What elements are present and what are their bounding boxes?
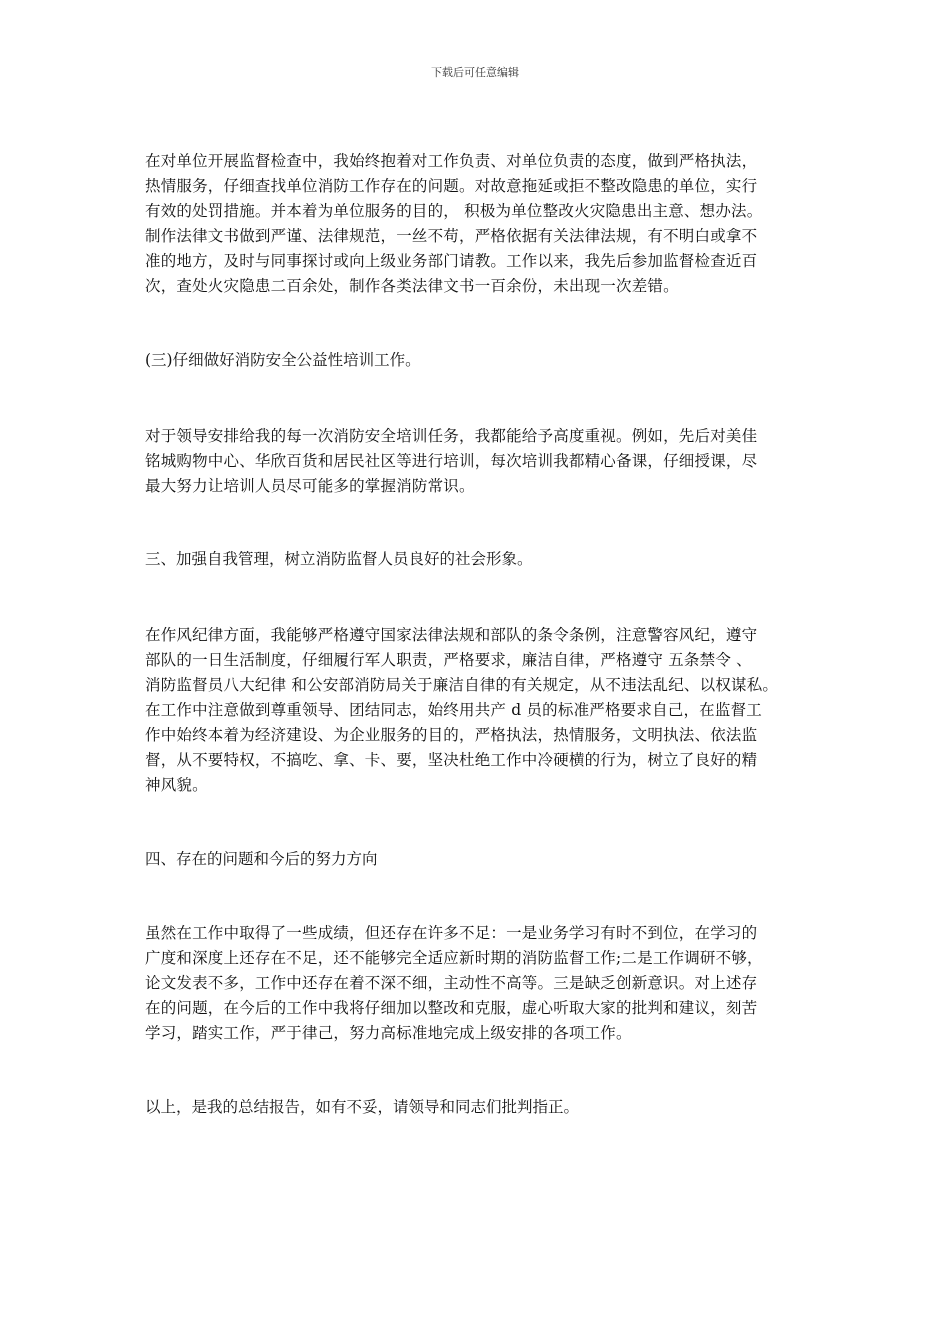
text-line: 在的问题，在今后的工作中我将仔细加以整改和克服，虚心听取大家的批判和建议，刻苦 <box>145 999 758 1017</box>
section-heading-self-management: 三、加强自我管理，树立消防监督人员良好的社会形象。 <box>145 550 533 568</box>
paragraph-training <box>145 424 757 499</box>
paragraph-problems <box>145 921 763 1046</box>
text-line: 对于领导安排给我的每一次消防安全培训任务，我都能给予高度重视。例如，先后对美佳 <box>145 427 758 445</box>
page-header: 下载后可任意编辑 <box>431 66 519 79</box>
text-line: 广度和深度上还存在不足，还不能够完全适应新时期的消防监督工作;二是工作调研不够， <box>145 949 763 967</box>
paragraph-discipline <box>145 623 778 798</box>
text-line: 部队的一日生活制度，仔细履行军人职责，严格要求，廉洁自律，严格遵守 五条禁令 、 <box>145 651 752 669</box>
text-line: 论文发表不多，工作中还存在着不深不细，主动性不高等。三是缺乏创新意识。对上述存 <box>145 974 758 992</box>
text-line: 神风貌。 <box>145 776 208 794</box>
text-line: 在作风纪律方面，我能够严格遵守国家法律法规和部队的条令条例，注意警容风纪，遵守 <box>145 626 758 644</box>
closing-statement: 以上，是我的总结报告，如有不妥，请领导和同志们批判指正。 <box>145 1098 580 1116</box>
text-line: 准的地方，及时与同事探讨或向上级业务部门请教。工作以来，我先后参加监督检查近百 <box>145 252 758 270</box>
text-line: 最大努力让培训人员尽可能多的掌握消防常识。 <box>145 477 475 495</box>
section-heading-training: (三)仔细做好消防安全公益性培训工作。 <box>145 351 421 369</box>
text-line: 次，查处火灾隐患二百余处，制作各类法律文书一百余份，未出现一次差错。 <box>145 277 679 295</box>
text-line: 有效的处罚措施。并本着为单位服务的目的， 积极为单位整改火灾隐患出主意、想办法。 <box>145 202 763 220</box>
text-line: 虽然在工作中取得了一些成绩，但还存在许多不足：一是业务学习有时不到位，在学习的 <box>145 924 758 942</box>
text-line: 在工作中注意做到尊重领导、团结同志，始终用共产 d 员的标准严格要求自己，在监督工 <box>145 701 762 719</box>
text-line: 消防监督员八大纪律 和公安部消防局关于廉洁自律的有关规定，从不违法乱纪、以权谋私。 <box>145 676 779 694</box>
text-line: 制作法律文书做到严谨、法律规范，一丝不苟，严格依据有关法律法规，有不明白或拿不 <box>145 227 758 245</box>
text-line: 在对单位开展监督检查中，我始终抱着对工作负责、对单位负责的态度，做到严格执法， <box>145 152 758 170</box>
text-line: 作中始终本着为经济建设、为企业服务的目的，严格执法，热情服务，文明执法、依法监 <box>145 726 758 744</box>
paragraph-inspection <box>145 149 762 299</box>
section-heading-problems: 四、存在的问题和今后的努力方向 <box>145 850 378 868</box>
text-line: 铭城购物中心、华欣百货和居民社区等进行培训，每次培训我都精心备课，仔细授课，尽 <box>145 452 758 470</box>
text-line: 督，从不要特权，不搞吃、拿、卡、要，坚决杜绝工作中冷硬横的行为，树立了良好的精 <box>145 751 758 769</box>
text-line: 学习，踏实工作，严于律己，努力高标准地完成上级安排的各项工作。 <box>145 1024 632 1042</box>
text-line: 热情服务，仔细查找单位消防工作存在的问题。对故意拖延或拒不整改隐患的单位，实行 <box>145 177 758 195</box>
